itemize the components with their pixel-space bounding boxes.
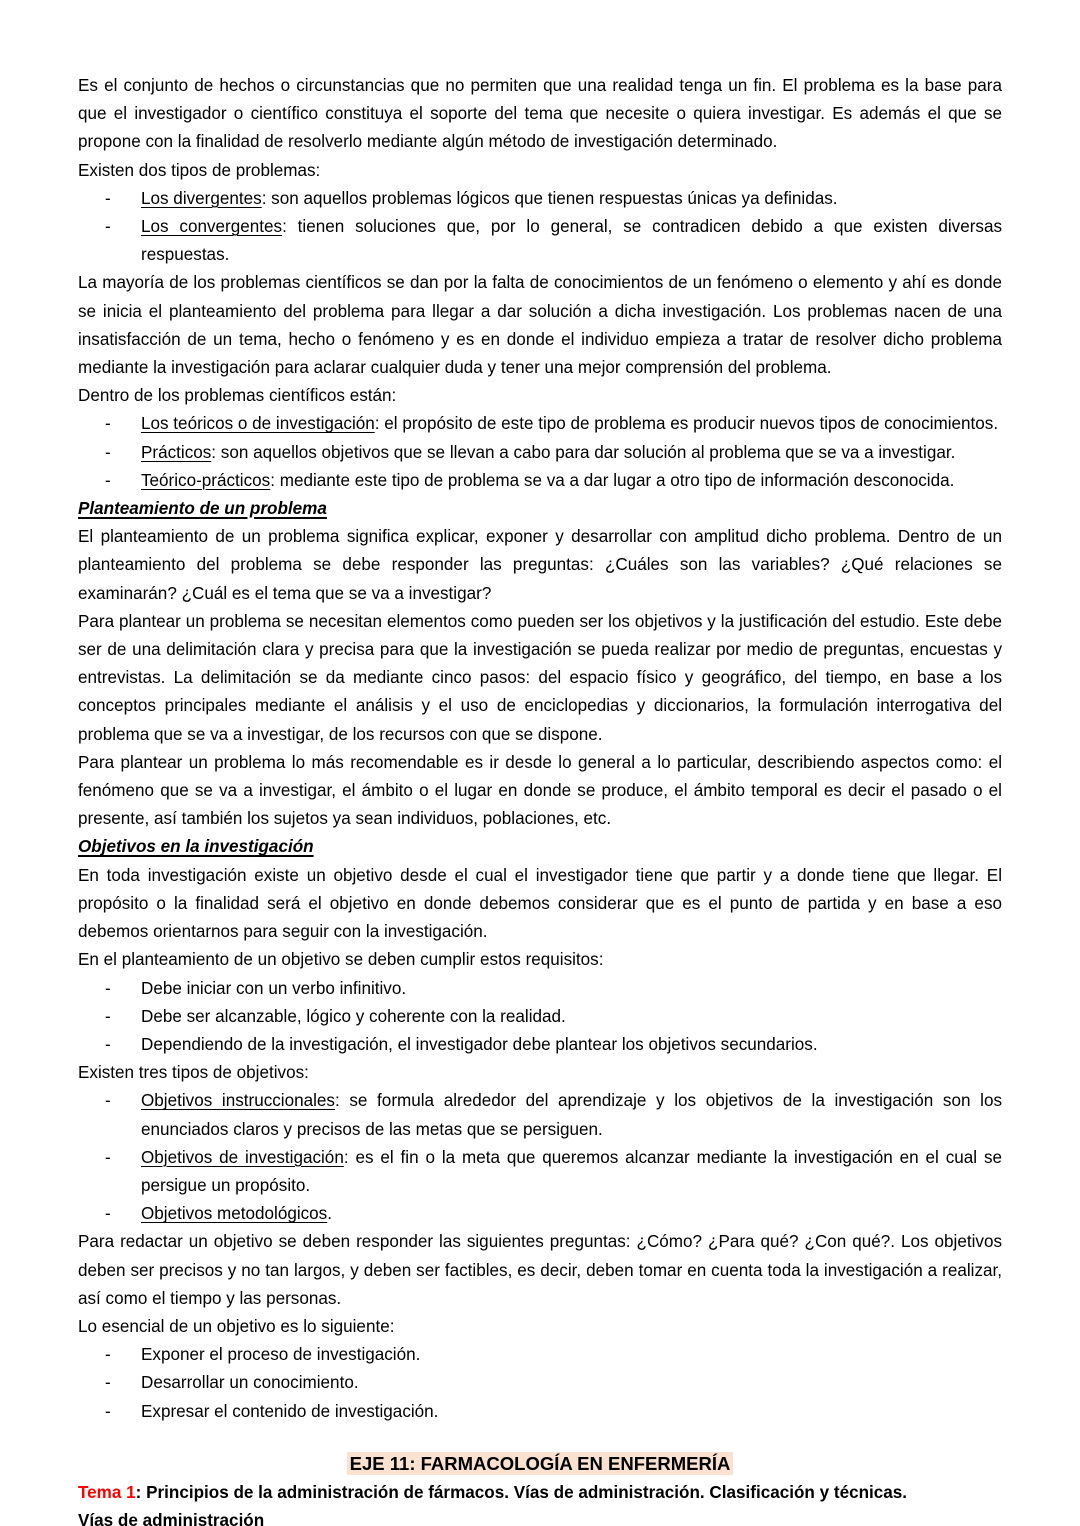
section-heading-vias-administracion: Vías de administración — [78, 1511, 265, 1526]
dash-bullet-icon: - — [105, 1034, 111, 1054]
document-body — [78, 72, 1002, 1526]
list-item-text: : son aquellos objetivos que se llevan a cabo para dar solución al problema que se va a investigar. — [211, 442, 956, 462]
paragraph-planteamiento-2: Para plantear un problema se necesitan elementos como pueden ser los objetivos y la justificación del estudio. Este debe ser de una delimitación clara y precisa para que la investigación se pueda realizar por medio de preguntas, encuestas y entrevistas. La delimitación se da mediante cinco pasos: del espacio físico y geográfico, del tiempo, en base a los conceptos principales mediante el análisis y el uso de enciclopedias y diccionarios, la formulación interrogativa del problema que se va a investigar, de los recursos con que se dispone. — [78, 611, 1002, 744]
section-heading-objetivos: Objetivos en la investigación — [78, 837, 314, 857]
dash-bullet-icon: - — [105, 1006, 111, 1026]
list-item-text: Exponer el proceso de investigación. — [141, 1345, 421, 1365]
dash-bullet-icon: - — [105, 1345, 111, 1365]
eje-title-highlighted: EJE 11: FARMACOLOGÍA EN ENFERMERÍA — [347, 1452, 734, 1475]
paragraph-objetivos-1: En toda investigación existe un objetivo desde el cual el investigador tiene que partir y a donde tiene que llegar. El propósito o la finalidad será el objetivo en donde debemos considerar que es el punto de partida y en base a eso debemos orientarnos para seguir con la investigación. — [78, 865, 1002, 942]
list-item-text: Expresar el contenido de investigación. — [141, 1401, 439, 1421]
list-item — [78, 1144, 1002, 1200]
paragraph-objetivos-5: Lo esencial de un objetivo es lo siguiente: — [78, 1316, 395, 1336]
list-item-term: Los convergentes — [141, 217, 283, 237]
paragraph-planteamiento-1: El planteamiento de un problema significa explicar, exponer y desarrollar con amplitud dicho problema. Dentro de un planteamiento del problema se debe responder las preguntas: ¿Cuáles son las variables? ¿Qué relaciones se examinarán? ¿Cuál es el tema que se va a investigar? — [78, 527, 1002, 603]
list-item-term: Objetivos metodológicos — [141, 1204, 328, 1224]
list-item-term: Objetivos instruccionales — [141, 1091, 335, 1111]
list-item-text: : se formula alrededor del aprendizaje y los objetivos de la investigación son los enunciados claros y precisos de las metas que se persiguen. — [141, 1091, 1002, 1139]
list-item-text: : el propósito de este tipo de problema es producir nuevos tipos de conocimientos. — [374, 414, 999, 434]
list-item-text: Debe iniciar con un verbo infinitivo. — [141, 978, 407, 998]
list-tipos-objetivos — [78, 1087, 1002, 1228]
paragraph-intro-2: Existen dos tipos de problemas: — [78, 160, 321, 180]
list-item — [78, 1031, 1002, 1059]
paragraph-objetivos-3: Existen tres tipos de objetivos: — [78, 1063, 309, 1083]
list-item-text: : mediante este tipo de problema se va a dar lugar a otro tipo de información desconocida. — [270, 470, 955, 490]
list-item-text: Dependiendo de la investigación, el investigador debe plantear los objetivos secundarios. — [141, 1034, 818, 1054]
list-problem-types — [78, 185, 1002, 270]
list-item-text: : son aquellos problemas lógicos que tienen respuestas únicas ya definidas. — [261, 188, 838, 208]
dash-bullet-icon: - — [105, 414, 111, 434]
paragraph-planteamiento-3: Para plantear un problema lo más recomendable es ir desde lo general a lo particular, describiendo aspectos como: el fenómeno que se va a investigar, el ámbito o el lugar en donde se produce, el ámbito temporal es decir el pasado o el presente, así también los sujetos ya sean individuos, poblaciones, etc. — [78, 752, 1002, 829]
list-item — [78, 185, 1002, 213]
paragraph-scientific-2: Dentro de los problemas científicos están: — [78, 386, 397, 406]
section-spacer — [78, 1426, 1002, 1450]
dash-bullet-icon: - — [105, 1204, 111, 1224]
dash-bullet-icon: - — [105, 1373, 111, 1393]
list-esencial-objetivo — [78, 1341, 1002, 1426]
list-item — [78, 1369, 1002, 1397]
dash-bullet-icon: - — [105, 470, 111, 490]
list-item-text: : tienen soluciones que, por lo general, se contradicen debido a que existen diversas respuestas. — [141, 217, 1002, 265]
tema-line — [78, 1479, 1002, 1507]
list-item-text: Debe ser alcanzable, lógico y coherente con la realidad. — [141, 1006, 566, 1026]
paragraph-scientific-1: La mayoría de los problemas científicos se dan por la falta de conocimientos de un fenómeno o elemento y ahí es donde se inicia el planteamiento del problema para llegar a dar solución a dicha investigación. Los problemas nacen de una insatisfacción de un tema, hecho o fenómeno y es en donde el individuo empieza a tratar de resolver dicho problema mediante la investigación para aclarar cualquier duda y tener una mejor comprensión del problema. — [78, 273, 1002, 378]
list-item — [78, 975, 1002, 1003]
dash-bullet-icon: - — [105, 188, 111, 208]
list-item — [78, 1087, 1002, 1143]
dash-bullet-icon: - — [105, 1147, 111, 1167]
list-scientific-problem-types — [78, 410, 1002, 495]
list-item — [78, 1341, 1002, 1369]
list-item-term: Objetivos de investigación — [141, 1147, 344, 1167]
list-item-text: : es el fin o la meta que queremos alcanzar mediante la investigación en el cual se persigue un propósito. — [141, 1147, 1002, 1195]
list-item-term: Los divergentes — [141, 188, 262, 208]
list-item-term: Teórico-prácticos — [141, 470, 271, 490]
paragraph-objetivos-2: En el planteamiento de un objetivo se deben cumplir estos requisitos: — [78, 950, 604, 970]
dash-bullet-icon: - — [105, 1091, 111, 1111]
eje-title-line — [78, 1450, 1002, 1479]
tema-description: : Principios de la administración de fármacos. Vías de administración. Clasificación y técnicas. — [135, 1482, 908, 1502]
list-item-term: Los teóricos o de investigación — [141, 414, 375, 434]
paragraph-objetivos-4: Para redactar un objetivo se deben responder las siguientes preguntas: ¿Cómo? ¿Para qué? ¿Con qué?. Los objetivos deben ser precisos y no tan largos, y deben ser factibles, es decir, deben tomar en cuenta toda la investigación a realizar, así como el tiempo y las personas. — [78, 1232, 1002, 1308]
dash-bullet-icon: - — [105, 442, 111, 462]
list-item — [78, 1003, 1002, 1031]
dash-bullet-icon: - — [105, 217, 111, 237]
tema-label: Tema 1 — [78, 1482, 136, 1502]
list-item-text: . — [327, 1204, 332, 1224]
paragraph-intro-1: Es el conjunto de hechos o circunstancias que no permiten que una realidad tenga un fin. El problema es la base para que el investigador o científico constituya el soporte del tema que necesite o quiera investigar. Es además el que se propone con la finalidad de resolverlo mediante algún método de investigación determinado. — [78, 76, 1002, 152]
list-item-term: Prácticos — [141, 442, 212, 462]
list-item — [78, 467, 1002, 495]
list-item — [78, 1398, 1002, 1426]
list-item — [78, 1200, 1002, 1228]
dash-bullet-icon: - — [105, 978, 111, 998]
dash-bullet-icon: - — [105, 1401, 111, 1421]
list-item — [78, 410, 1002, 438]
list-item-text: Desarrollar un conocimiento. — [141, 1373, 359, 1393]
section-heading-planteamiento: Planteamiento de un problema — [78, 499, 327, 519]
list-requisitos — [78, 975, 1002, 1060]
list-item — [78, 439, 1002, 467]
list-item — [78, 213, 1002, 269]
